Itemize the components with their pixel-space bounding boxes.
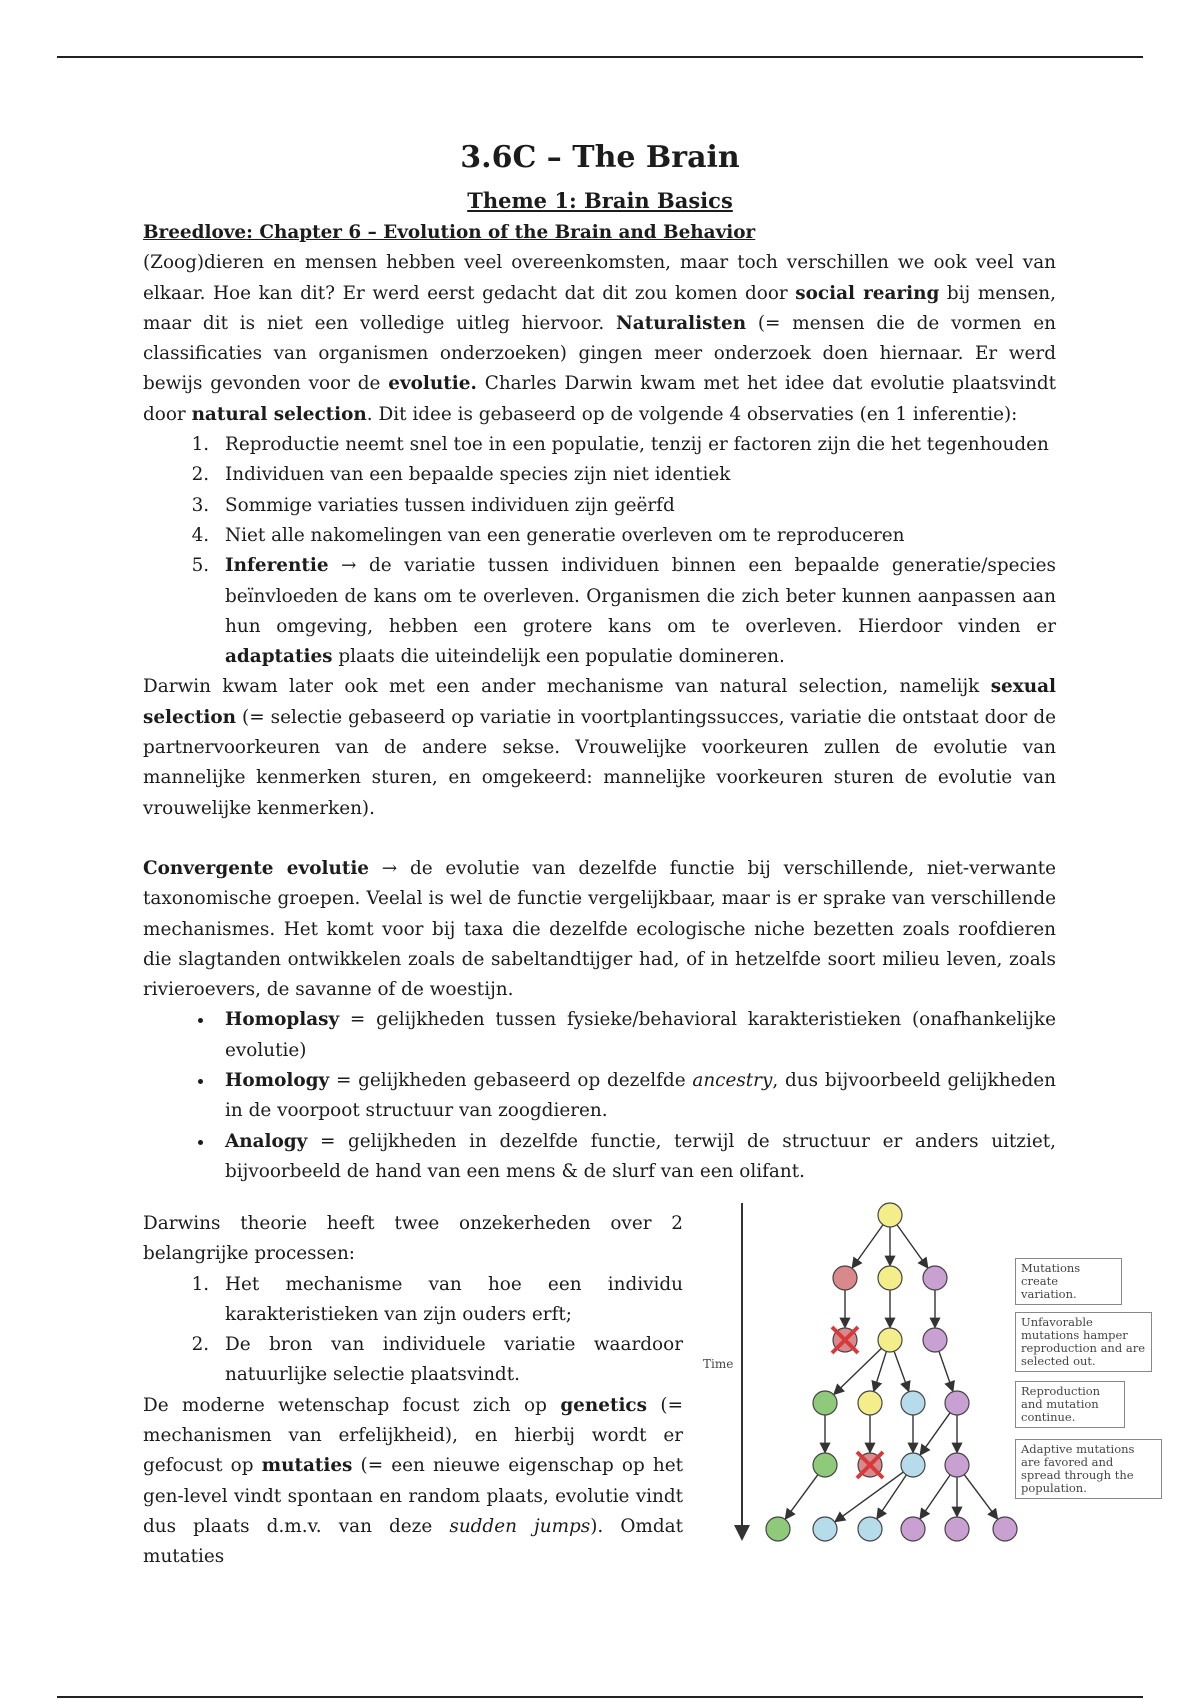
darwin-section <box>143 1209 683 1573</box>
main-content <box>143 218 1056 1187</box>
organism-node <box>901 1453 925 1477</box>
lineage-edge <box>894 1351 908 1390</box>
list-item: 1. Reproductie neemt snel toe in een populatie, tenzij er factoren zijn die het tegenhouden <box>215 430 1056 460</box>
list-item: • Homoplasy = gelijkheden tussen fysieke/behavioral karakteristieken (onafhankelijke evolutie) <box>215 1005 1056 1066</box>
bottom-rule <box>57 1696 1143 1698</box>
section-heading: Breedlove: Chapter 6 – Evolution of the Brain and Behavior <box>143 222 756 243</box>
organism-node <box>766 1517 790 1541</box>
organism-node <box>878 1328 902 1352</box>
list-item: 2. De bron van individuele variatie waardoor natuurlijke selectie plaatsvindt. <box>215 1330 683 1391</box>
lineage-edge <box>786 1475 818 1518</box>
list-item: • Homology = gelijkheden gebaseerd op dezelfde ancestry, dus bijvoorbeeld gelijkheden in de voorpoot structuur van zoogdieren. <box>215 1066 1056 1127</box>
observations-list <box>143 430 1056 672</box>
annotation-variation: Mutations create variation. <box>1015 1258 1122 1305</box>
list-item: 1. Het mechanisme van hoe een individu karakteristieken van zijn ouders erft; <box>215 1270 683 1331</box>
organism-node <box>993 1517 1017 1541</box>
organism-node <box>901 1391 925 1415</box>
organism-node <box>901 1517 925 1541</box>
lineage-edge <box>835 1348 881 1393</box>
lineage-edge <box>853 1225 883 1267</box>
organism-node <box>945 1391 969 1415</box>
lineage-edge <box>878 1475 907 1517</box>
organism-node <box>923 1266 947 1290</box>
organism-node <box>813 1517 837 1541</box>
list-item: 4. Niet alle nakomelingen van een generatie overleven om te reproduceren <box>215 521 1056 551</box>
organism-node <box>878 1266 902 1290</box>
organism-node <box>858 1517 882 1541</box>
time-label: Time <box>703 1357 734 1371</box>
lineage-edge <box>836 1472 903 1521</box>
lineage-nodes <box>766 1203 1017 1541</box>
list-item: 2. Individuen van een bepaalde species zijn niet identiek <box>215 460 1056 490</box>
genetics-paragraph: De moderne wetenschap focust zich op genetics (= mechanismen van erfelijkheid), en hierbij wordt er gefocust op mutaties (= een nieuwe eigenschap op het gen-level vindt spontaan en random plaats, evolutie vindt dus plaats d.m.v. van deze sudden jumps). Omdat mutaties <box>143 1394 684 1568</box>
lineage-edge <box>921 1475 950 1518</box>
darwin-list <box>143 1270 683 1391</box>
inference-item: 5. Inferentie → de variatie tussen individuen binnen een bepaalde generatie/species beïnvloeden de kans om te overleven. Organismen die zich beter kunnen aanpassen aan hun omgeving, hebben een grotere kans om te overleven. Hierdoor vinden er adaptaties plaats die uiteindelijk een populatie domineren. <box>215 551 1056 672</box>
eliminated-node <box>857 1452 883 1478</box>
organism-node <box>945 1453 969 1477</box>
list-item: • Analogy = gelijkheden in dezelfde functie, terwijl de structuur er anders uitziet, bijvoorbeeld de hand van een mens & de slurf van een olifant. <box>215 1127 1056 1188</box>
annotation-unfavorable: Unfavorable mutations hamper reproduction and are selected out. <box>1015 1312 1152 1372</box>
organism-node <box>858 1391 882 1415</box>
organism-node <box>833 1266 857 1290</box>
top-rule <box>57 56 1143 58</box>
organism-node <box>813 1391 837 1415</box>
lineage-edge <box>897 1225 927 1267</box>
convergent-paragraph: Convergente evolutie → de evolutie van dezelfde functie bij verschillende, niet-verwante taxonomische groepen. Veelal is wel de functie vergelijkbaar, maar is er sprake van verschillende mechanismes. Het komt voor bij taxa die dezelfde ecologische niche bezetten zoals roofdieren die slagtanden ontwikkelen zoals de sabeltandtijger had, of in hetzelfde soort milieu leven, zoals rivieroevers, de savanne of de woestijn. <box>143 857 1057 1001</box>
annotation-reproduction: Reproduction and mutation continue. <box>1015 1381 1125 1428</box>
organism-node <box>945 1517 969 1541</box>
list-item: 3. Sommige variaties tussen individuen zijn geërfd <box>215 491 1056 521</box>
lineage-edge <box>921 1413 950 1454</box>
page-title: 3.6C – The Brain <box>460 140 740 175</box>
organism-node <box>813 1453 837 1477</box>
lineage-edge <box>939 1351 952 1389</box>
darwin-intro: Darwins theorie heeft twee onzekerheden over 2 belangrijke processen: <box>143 1213 683 1265</box>
lineage-edge <box>874 1351 886 1389</box>
sexual-selection-paragraph: Darwin kwam later ook met een ander mechanisme van natural selection, namelijk sexual selection (= selectie gebaseerd op variatie in voortplantingssucces, variatie die ontstaat door de partnervoorkeuren van de andere sekse. Vrouwelijke voorkeuren zullen de evolutie van mannelijke kenmerken sturen, en omgekeerd: mannelijke voorkeuren sturen de evolutie van vrouwelijke kenmerken). <box>143 676 1056 819</box>
eliminated-node <box>832 1327 858 1353</box>
organism-node <box>878 1203 902 1227</box>
mutation-diagram <box>700 1185 1170 1557</box>
intro-paragraph: (Zoog)dieren en mensen hebben veel overeenkomsten, maar toch verschillen we ook veel van elkaar. Hoe kan dit? Er werd eerst gedacht dat dit zou komen door social rearing bij mensen, maar dit is niet een volledige uitleg hiervoor. Naturalisten (= mensen die de vormen en classificaties van organismen onderzoeken) gingen meer onderzoek doen hiernaar. Er werd bewijs gevonden voor de evolutie. Charles Darwin kwam met het idee dat evolutie plaatsvindt door natural selection. Dit idee is gebaseerd op de volgende 4 observaties (en 1 inferentie): <box>143 252 1056 425</box>
annotation-adaptive: Adaptive mutations are favored and spread through the population. <box>1015 1439 1162 1499</box>
lineage-edge <box>964 1475 996 1518</box>
organism-node <box>923 1328 947 1352</box>
page-subtitle: Theme 1: Brain Basics <box>467 188 733 213</box>
similarity-list <box>143 1005 1056 1187</box>
